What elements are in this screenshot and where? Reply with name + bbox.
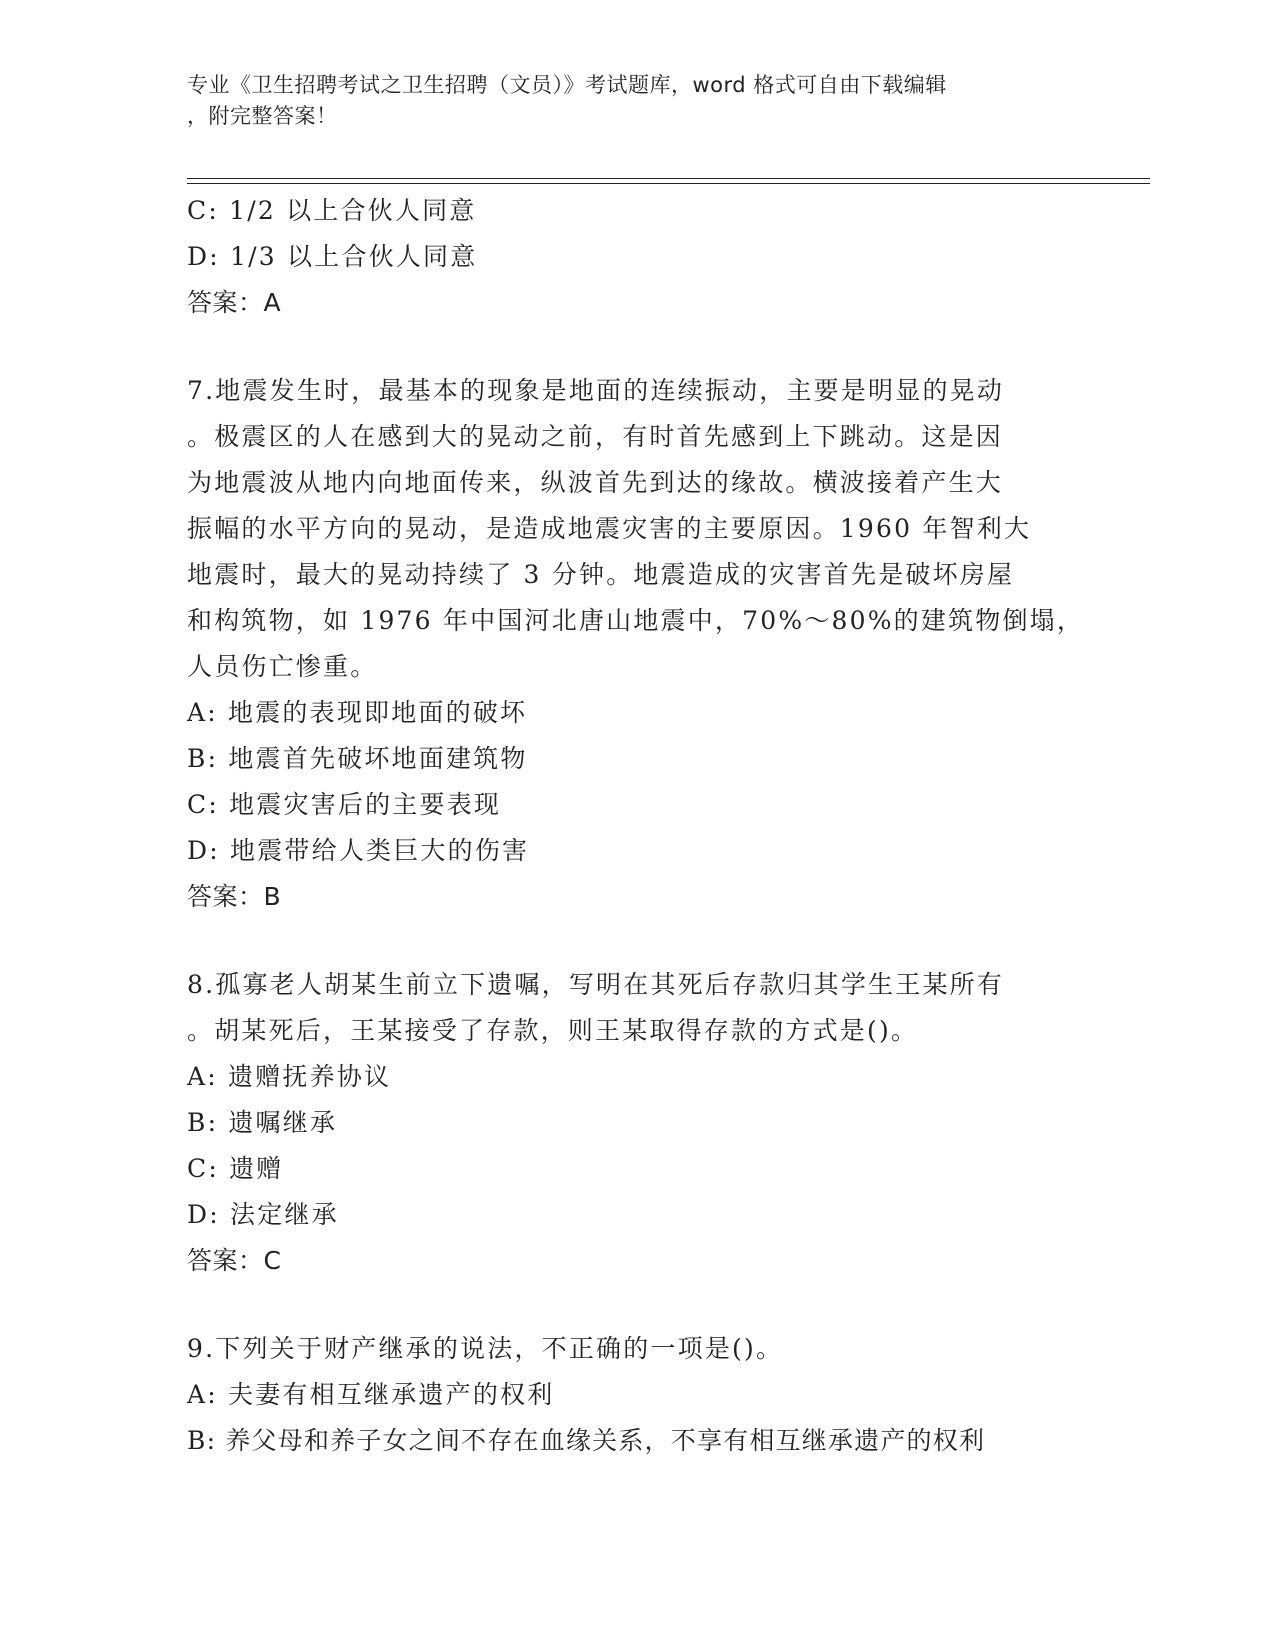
header-rule-top xyxy=(187,178,1150,179)
header-title-line-2: ，附完整答案！ xyxy=(187,104,338,128)
header-rule-bottom xyxy=(187,183,1150,184)
document-body xyxy=(187,188,1087,1464)
page-header xyxy=(187,70,1087,132)
option-b: B: 地震首先破坏地面建筑物 xyxy=(187,744,528,773)
option-a: A: 遗赠抚养协议 xyxy=(187,1062,392,1091)
question-text-line: 。胡某死后，王某接受了存款，则王某取得存款的方式是()。 xyxy=(187,1016,919,1045)
option-d: D: 地震带给人类巨大的伤害 xyxy=(187,836,530,865)
option-c: C: 地震灾害后的主要表现 xyxy=(187,790,502,819)
option-c: C: 1/2 以上合伙人同意 xyxy=(187,196,477,225)
option-d: D: 1/3 以上合伙人同意 xyxy=(187,242,478,271)
question-text-line: 。极震区的人在感到大的晃动之前，有时首先感到上下跳动。这是因 xyxy=(187,422,1004,451)
question-text-line: 9.下列关于财产继承的说法，不正确的一项是()。 xyxy=(187,1334,784,1363)
header-title-line-1: 专业《卫生招聘考试之卫生招聘（文员）》考试题库，word 格式可自由下载编辑 xyxy=(187,73,947,97)
question-text-line: 为地震波从地内向地面传来，纵波首先到达的缘故。横波接着产生大 xyxy=(187,468,1004,497)
answer-line: 答案：B xyxy=(187,882,282,911)
previous-question-tail xyxy=(187,188,1087,326)
option-d: D: 法定继承 xyxy=(187,1200,339,1229)
option-b: B: 养父母和养子女之间不存在血缘关系，不享有相互继承遗产的权利 xyxy=(187,1426,986,1455)
question-text-line: 人员伤亡惨重。 xyxy=(187,652,378,681)
question-9 xyxy=(187,1326,1087,1464)
question-text-line: 8.孤寡老人胡某生前立下遗嘱，写明在其死后存款归其学生王某所有 xyxy=(187,970,1005,999)
question-text-line: 7.地震发生时，最基本的现象是地面的连续振动，主要是明显的晃动 xyxy=(187,376,1005,405)
question-text-line: 地震时，最大的晃动持续了 3 分钟。地震造成的灾害首先是破坏房屋 xyxy=(187,560,1015,589)
spacer xyxy=(187,1284,1087,1326)
option-a: A: 地震的表现即地面的破坏 xyxy=(187,698,528,727)
question-7 xyxy=(187,368,1087,920)
spacer xyxy=(187,326,1087,368)
answer-line: 答案：A xyxy=(187,288,282,317)
option-a: A: 夫妻有相互继承遗产的权利 xyxy=(187,1380,555,1409)
answer-line: 答案：C xyxy=(187,1246,282,1275)
question-8 xyxy=(187,962,1087,1284)
spacer xyxy=(187,920,1087,962)
question-text-line: 和构筑物，如 1976 年中国河北唐山地震中，70%～80%的建筑物倒塌， xyxy=(187,606,1085,635)
option-b: B: 遗嘱继承 xyxy=(187,1108,338,1137)
question-text-line: 振幅的水平方向的晃动，是造成地震灾害的主要原因。1960 年智利大 xyxy=(187,514,1032,543)
option-c: C: 遗赠 xyxy=(187,1154,284,1183)
